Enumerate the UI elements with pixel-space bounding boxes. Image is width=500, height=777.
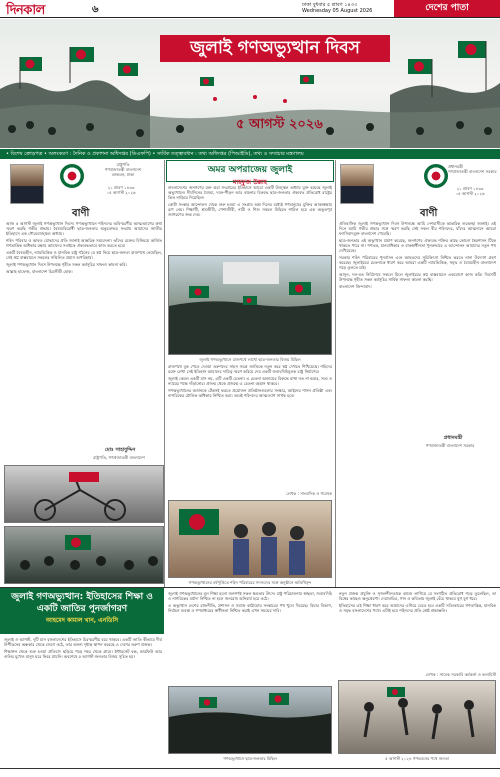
right-message-body: ঐতিহাসিক জুলাই গণঅভ্যুত্থান দিবস উপলক্ষে আমি দেশবাসীকে আন্তরিক শুভেচ্ছা জানাই। এই দিনে আমি গভীর শ্রদ্ধার সঙ্গে স্মরণ করছি সেই সকল বীর শহিদদের, যাঁদের আত্মদানে আমরা ফ্যাসিবাদমুক্ত বাংলাদেশ পেয়েছি। ছাত্র-জনতার এই অভ্যুত্থান প্রমাণ করেছে, জনগণের ঐক্যবদ্ধ শক্তির কাছে কোনো স্বৈরশাসন টিকে থাকতে পারে না। গণতন্ত্র, মানবাধিকার ও বাকস্বাধীনতা পুনরুদ্ধারে এ আন্দোলন আমাদের নতুন পথ দেখিয়েছে। সরকার শহিদ পরিবারের পুনর্বাসন এবং আহতদের সুচিকিৎসা নিশ্চিত করতে নানা উদ্যোগ গ্রহণ করেছে। জুলাইয়ের চেতনাকে ধারণ করে আমরা একটি ন্যায়ভিত্তিক, সমৃদ্ধ ও বৈষম্যহীন বাংলাদেশ গড়ে তুলতে চাই। আসুন, দল-মত নির্বিশেষে সকলে মিলে জুলাইয়ের স্বপ্ন বাস্তবায়নে একযোগে কাজ করি। দিবসটি উপলক্ষে গৃহীত সকল কর্মসূচির সার্বিক সাফল্য কামনা করছি। বাংলাদেশ জিন্দাবাদ। [339,221,496,289]
right-date-2: ০৫ আগস্ট ২০২৬ [455,191,485,196]
center-story-body-top: বাংলাদেশের জনগণের রক্ত ঝরা সংগ্রামের ইতিহাসে আরো একটি উজ্জ্বল অধ্যায় যুক্ত হয়েছে জুলাই অভ্যুত্থানে। দীর্ঘদিনের বৈষম্য, দমন-পীড়ন আর বঞ্চনার বিরুদ্ধে ছাত্র-জনতার ঐক্যবদ্ধ প্রতিরোধ রাষ্ট্রের ভিত নাড়িয়ে দিয়েছিল। কোটা সংস্কার আন্দোলন থেকে শুরু হওয়া এ সংগ্রাম অল্প দিনের মধ্যেই গণমানুষের মুক্তির আকাঙ্ক্ষায় রূপ নেয়। শিক্ষার্থী, শ্রমজীবী, পেশাজীবী, নারী ও শিশু সকলে মিছিলে শামিল হয়ে এক অভূতপূর্ব জাগরণের জন্ম দেয়। [168,185,332,217]
banner [0,19,500,148]
left-message-heading: বাণী [72,208,90,219]
page-number: ৬ [92,4,99,15]
left-emblem-caption: রাষ্ট্রপতি গণপ্রজাতন্ত্রী বাংলাদেশ বঙ্গভবন, ঢাকা [104,162,142,177]
masthead [0,0,500,18]
protest-illustration [5,527,164,584]
bottom-story-header [0,588,164,634]
left-date-1: ২১ শ্রাবণ ১৪৩৩ [107,185,135,190]
banner-title: জুলাই গণঅভ্যুত্থান দিবস [160,35,390,62]
bottom-author-note: লেখক : সাবেক সরকারি কর্মকর্তা ও কলামিস্ট [425,672,496,677]
center-story-title: অমর অপরাজেয় জুলাই [207,165,293,175]
center-story-body-bottom: রাজপথে বুক পেতে দেওয়া তরুণদের সাহস সমগ্র জাতিকে নতুন করে স্বপ্ন দেখতে শিখিয়েছে। শহিদের রক্তে লেখা সেই ইতিহাস আমাদের দায়িত্ব স্মরণ করিয়ে দেয় একটি জবাবদিহিমূলক রাষ্ট্র নির্মাণের। জুলাই কেবল একটি মাস নয়, এটি একটি চেতনা। এ চেতনা অন্যায়ের বিরুদ্ধে মাথা নত না করার, সত্য ও ন্যায়ের পক্ষে দাঁড়ানোর। প্রজন্ম থেকে প্রজন্মে এ চেতনা বহমান থাকবে। গণঅভ্যুত্থানের অর্জনকে টেকসই করতে প্রয়োজন প্রতিষ্ঠানগুলোর সংস্কার, আইনের শাসন প্রতিষ্ঠা এবং নাগরিকের মৌলিক অধিকার নিশ্চিত করা। তবেই শহিদদের আত্মত্যাগ সার্থক হবে। [168,364,332,398]
chief-adviser-photo [340,164,374,204]
president-photo [10,164,44,204]
date-line: ঢাকা বুধবার ৫ শ্রাবণ ১৪৩৩ Wednesday 05 August 2026 [302,2,373,14]
center-photo-caption-2: গণঅভ্যুত্থানের বর্ষপূর্তিতে শহিদ পরিবারের সদস্যদের সঙ্গে অনুষ্ঠানে অতিথিবৃন্দ [188,580,312,585]
left-message-body: আজ ৫ আগস্ট জুলাই গণঅভ্যুত্থান দিবস। গণঅভ্যুত্থানে শহিদদের অবিস্মরণীয় আত্মত্যাগের কথা স্মরণ করছি গভীর শ্রদ্ধায়। বৈষম্যবিরোধী ছাত্র-জনতার অকুতোভয় সংগ্রাম আমাদের জাতীয় ইতিহাসে এক গৌরবোজ্জ্বল অধ্যায়। শহিদ পরিবার ও আহত যোদ্ধাদের প্রতি জানাই আন্তরিক সমবেদনা। তাঁদের রক্তের বিনিময়ে অর্জিত গণতান্ত্রিক অধিকার রক্ষায় আমাদের সবাইকে ঐক্যবদ্ধভাবে কাজ করতে হবে। একটি বৈষম্যহীন, ন্যায়ভিত্তিক ও মানবিক রাষ্ট্র গঠনের যে স্বপ্ন নিয়ে ছাত্র-জনতা রাজপথে নেমেছিল, সেই স্বপ্ন বাস্তবায়নে সকলের সম্মিলিত প্রয়াস অপরিহার্য। জুলাই গণঅভ্যুত্থান দিবস উপলক্ষে গৃহীত সকল কর্মসূচির সাফল্য কামনা করি। আল্লাহ হাফেজ, বাংলাদেশ চিরজীবী হোক। [6,221,162,274]
bottom-photo-caption-1: গণঅভ্যুত্থানে ছাত্র-জনতার মিছিল [223,756,277,761]
right-sign-title: গণপ্রজাতন্ত্রী বাংলাদেশ সরকার [425,443,475,448]
rally-illustration [169,256,332,355]
right-message-heading: বাণী [420,208,438,219]
bottom-photo-caption-2: ৫ আগস্ট ২০২৪ গণভবনের পথে জনতা [385,756,449,761]
section-label: দেশের পাতা [394,0,500,17]
left-date-2: ০৫ আগস্ট ২০২৬ [106,190,136,195]
center-rally-photo [168,255,332,355]
left-crowd-photo [4,526,164,584]
bottom-story-body-mid: জুলাই গণঅভ্যুত্থানের মূল শিক্ষা হলো জনগণই সকল ক্ষমতার উৎস। রাষ্ট্র পরিচালনায় স্বচ্ছতা, জবাবদিহি ও নাগরিকের মর্যাদা নিশ্চিত না হলে জনরোষ অনিবার্য হয়ে ওঠে। এ অভ্যুত্থান দেশের রাজনীতি, প্রশাসন ও সমাজ কাঠামোয় সংস্কারের পথ খুলে দিয়েছে। বিচার বিভাগ, নির্বাচন ব্যবস্থা ও গণমাধ্যমের স্বাধীনতা নিশ্চিত করাই এখন সময়ের দাবি। [168,591,332,613]
newspaper-logo: দিনকাল [6,3,45,18]
left-cycle-photo [4,465,164,523]
event-illustration [169,501,332,578]
column-divider [164,160,165,588]
bottom-crowd-photo [338,680,496,754]
page-footer [0,768,500,777]
credits-strip: • বিশেষ ক্রোড়পত্র • অলংকরণ : দৈনিক ও প্রকাশনা অধিদপ্তর (ডিএফপি) • সার্বিক তত্ত্বাবধান : তথ্য অধিদপ্তর (পিআইডি), তথ্য ও সম্প্রচার মন্ত্রণালয় [0,149,500,159]
center-event-photo [168,500,332,578]
bottom-march-photo [168,686,332,754]
bottom-story-body-right: নতুন প্রজন্ম প্রযুক্তি ও সৃজনশীলতাকে কাজে লাগিয়ে যে সংগঠিত প্রতিরোধ গড়ে তুলেছিল, তা বিশ্বের কাছেও অনুপ্রেরণা। দেয়ালচিত্র, গান ও কবিতায় জুলাই বেঁচে থাকবে যুগ যুগ ধরে। ইতিহাসের এই শিক্ষা ধারণ করে আমাদের এগিয়ে যেতে হবে একটি সত্যিকারের গণতান্ত্রিক, মানবিক ও সমৃদ্ধ বাংলাদেশের পথে। এটাই হবে শহিদদের প্রতি শ্রেষ্ঠ শ্রদ্ধাঞ্জলি। [339,591,496,613]
center-author-note: লেখক : সাংবাদিক ও গবেষক [286,491,332,496]
section-divider [0,587,500,588]
center-photo-caption-1: জুলাই গণঅভ্যুত্থানে রাজপথে লাখো ছাত্র-জনতার বিজয় মিছিল [199,357,301,362]
state-emblem-icon [60,164,84,188]
rickshaw-illustration [5,466,164,523]
bottom-story-body-left: জুলাই ও আগস্ট, দুটি মাস বাংলাদেশের ইতিহাসে চিরস্মরণীয় হয়ে থাকবে। একটি জাতি কীভাবে দীর্ঘ নিপীড়নের অন্ধকার থেকে জেগে ওঠে, তার অনন্য দৃষ্টান্ত স্থাপন করেছে এ দেশের তরুণ প্রজন্ম। শিক্ষাঙ্গন থেকে শুরু হওয়া প্রতিবাদ ছড়িয়ে পড়ে শহর থেকে গ্রামে। ইন্টারনেট বন্ধ, কারফিউ আর গুলির মুখেও মানুষ ঘরে ফিরে যায়নি। অবশেষে ৫ আগস্ট জনতার বিজয় সূচিত হয়। [4,637,162,659]
march-illustration [169,687,332,754]
column-divider [335,160,336,588]
banner-date: ৫ আগস্ট ২০২৬ [236,117,323,132]
right-signature: প্রধানমন্ত্রী [443,435,463,441]
right-date-1: ২১ শ্রাবণ ১৪৩৩ [456,186,484,191]
right-emblem-caption: প্রধানমন্ত্রী গণপ্রজাতন্ত্রী বাংলাদেশ সরকার [448,164,497,174]
center-story-byline: মাহফুজ উল্লাহ [233,179,267,186]
bottom-story-title: জুলাই গণঅভ্যুত্থান: ইতিহাসের শিক্ষা ও একটি জাতির পুনর্জাগরণ [11,592,153,614]
crowd-running-illustration [339,681,496,754]
center-story-header [166,160,334,186]
government-emblem-icon [424,164,448,188]
left-sign-title: রাষ্ট্রপতি, গণপ্রজাতন্ত্রী বাংলাদেশ [93,455,145,460]
left-signature: মোঃ সাহাবুদ্দিন [104,447,136,453]
bottom-story-byline: আহমেদ কামাল খান, এনডিসি [45,617,119,624]
